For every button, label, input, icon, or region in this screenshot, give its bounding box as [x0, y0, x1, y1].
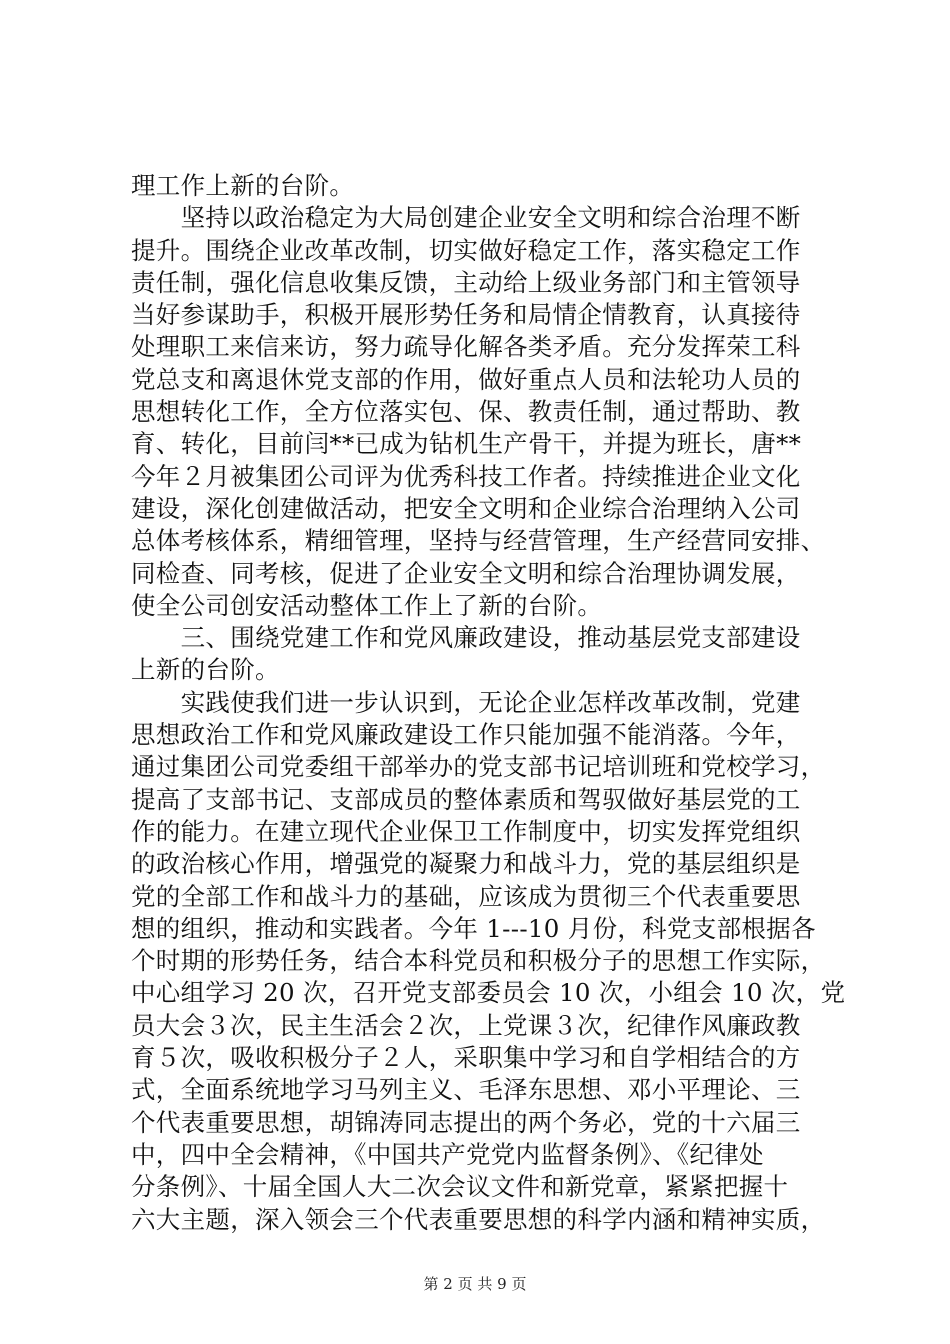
text-line: 思想转化工作，全方位落实包、保、教责任制，通过帮助、教 [131, 397, 801, 427]
text-line: 实践使我们进一步认识到，无论企业怎样改革改制，党建 [131, 687, 801, 717]
text-line: 作的能力。在建立现代企业保卫工作制度中，切实发挥党组织 [131, 816, 801, 846]
text-line: 分条例》、十届全国人大二次会议文件和新党章，紧紧把握十 [131, 1172, 789, 1202]
text-line: 坚持以政治稳定为大局创建企业安全文明和综合治理不断 [131, 203, 801, 233]
text-line: 党总支和离退休党支部的作用，做好重点人员和法轮功人员的 [131, 364, 801, 394]
text-line: 提升。围绕企业改革改制，切实做好稳定工作，落实稳定工作 [131, 235, 801, 265]
text-line: 提高了支部书记、支部成员的整体素质和驾驭做好基层党的工 [131, 784, 801, 814]
text-line: 处理职工来信来访，努力疏导化解各类矛盾。充分发挥荣工科 [131, 332, 801, 362]
text-line: 员大会３次，民主生活会２次，上党课３次，纪律作风廉政教 [131, 1010, 801, 1040]
text-line: 育５次，吸收积极分子２人，采职集中学习和自学相结合的方 [131, 1043, 801, 1073]
text-line: 思想政治工作和党风廉政建设工作只能加强不能消落。今年， [131, 720, 801, 750]
text-line: 育、转化，目前闫**已成为钻机生产骨干，并提为班长，唐** [131, 429, 802, 459]
page-number-footer: 第 2 页 共 9 页 [423, 1275, 527, 1293]
text-line: 想的组织，推动和实践者。今年 1---10 月份，科党支部根据各 [131, 913, 816, 943]
text-line: 今年２月被集团公司评为优秀科技工作者。持续推进企业文化 [131, 461, 801, 491]
text-line: 同检查、同考核，促进了企业安全文明和综合治理协调发展， [131, 558, 801, 588]
text-line: 使全公司创安活动整体工作上了新的台阶。 [131, 590, 603, 620]
text-line: 中，四中全会精神，《中国共产党党内监督条例》、《纪律处 [131, 1139, 764, 1169]
text-line: 个时期的形势任务，结合本科党员和积极分子的思想工作实际， [131, 946, 826, 976]
text-line: 责任制，强化信息收集反馈，主动给上级业务部门和主管领导 [131, 267, 801, 297]
document-body [131, 170, 846, 1236]
text-line: 式，全面系统地学习马列主义、毛泽东思想、邓小平理论、三 [131, 1075, 801, 1105]
text-line: 通过集团公司党委组干部举办的党支部书记培训班和党校学习， [131, 752, 826, 782]
text-line: 理工作上新的台阶。 [131, 171, 355, 200]
text-line: 党的全部工作和战斗力的基础，应该成为贯彻三个代表重要思 [131, 881, 801, 911]
text-line: 建设，深化创建做活动，把安全文明和企业综合治理纳入公司 [131, 493, 801, 523]
section-heading-line: 上新的台阶。 [131, 655, 280, 685]
text-line: 当好参谋助手，积极开展形势任务和局情企情教育，认真接待 [131, 300, 801, 330]
text-line: 中心组学习 20 次，召开党支部委员会 10 次，小组会 10 次，党 [131, 978, 846, 1008]
text-line: 六大主题，深入领会三个代表重要思想的科学内涵和精神实质， [131, 1204, 826, 1234]
text-line: 个代表重要思想，胡锦涛同志提出的两个务必，党的十六届三 [131, 1107, 801, 1137]
text-line: 的政治核心作用，增强党的凝聚力和战斗力，党的基层组织是 [131, 849, 801, 879]
section-heading-line: 三、围绕党建工作和党风廉政建设，推动基层党支部建设 [131, 623, 801, 653]
text-line: 总体考核体系，精细管理，坚持与经营管理，生产经营同安排、 [131, 526, 826, 556]
